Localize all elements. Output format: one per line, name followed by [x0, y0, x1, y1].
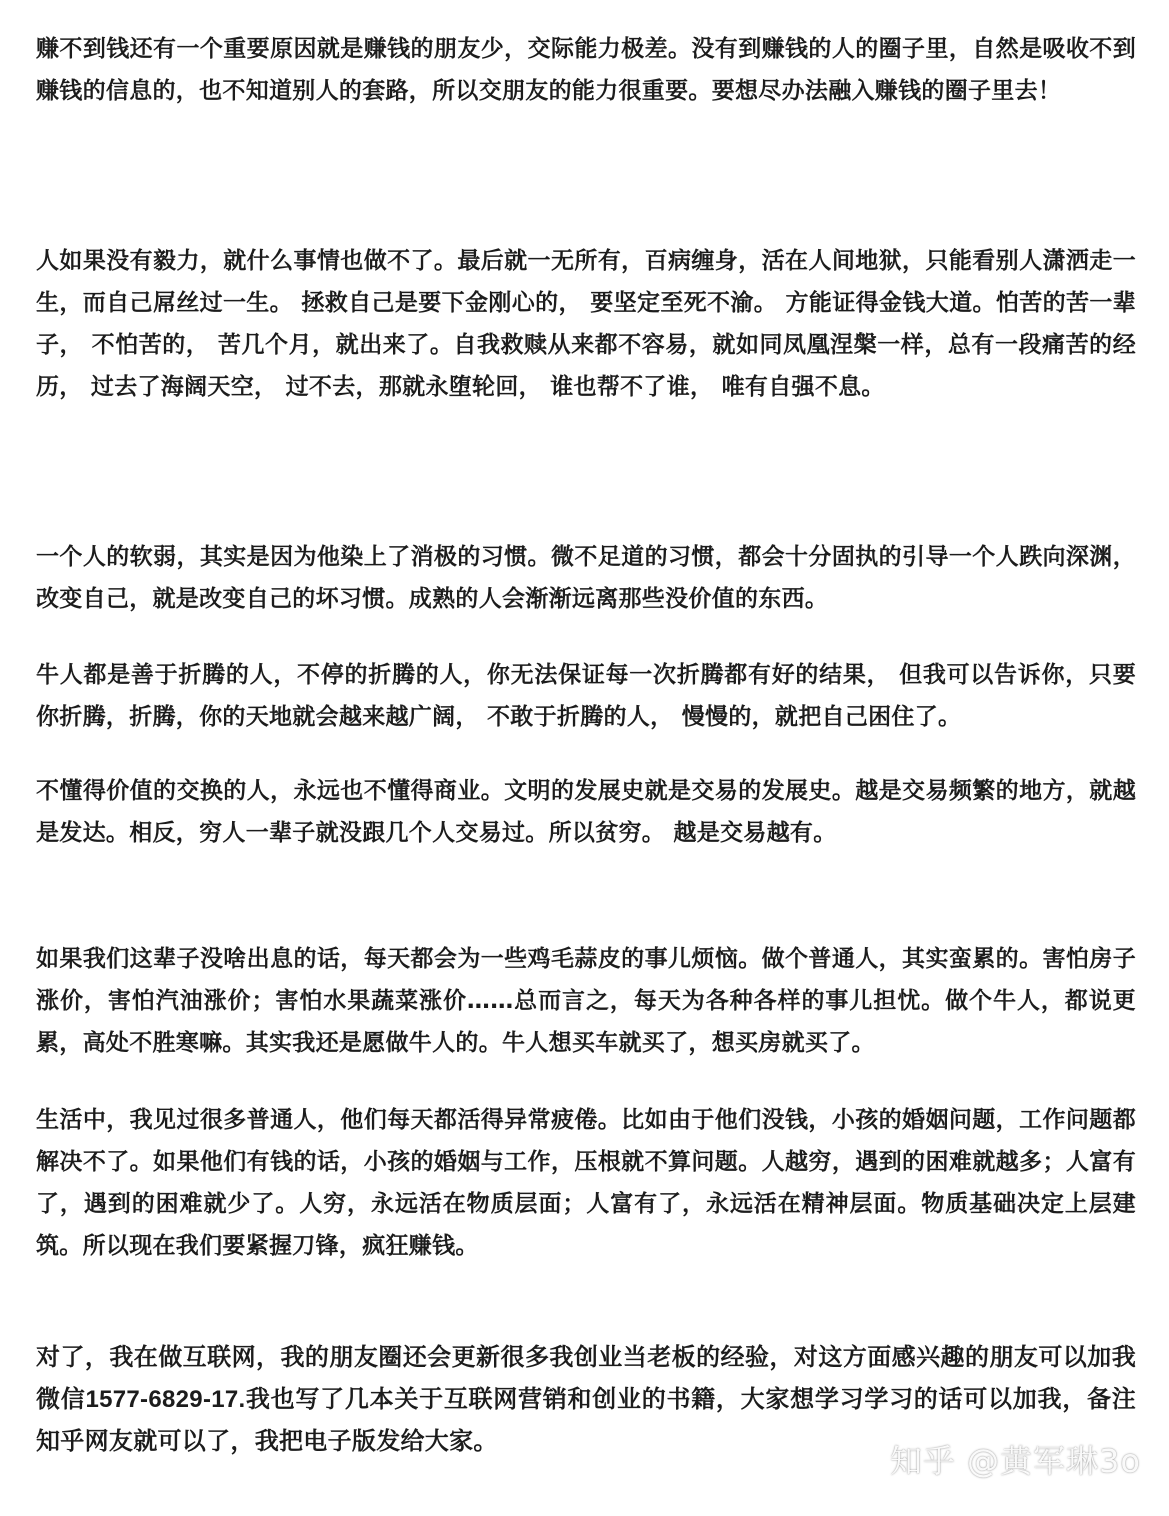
- paragraph-2: 人如果没有毅力，就什么事情也做不了。最后就一无所有，百病缠身，活在人间地狱，只能看别人潇洒走一生，而自己屌丝过一生。 拯救自己是要下金刚心的， 要坚定至死不渝。 方能证得金钱大道。怕苦的苦一辈子， 不怕苦的， 苦几个月，就出来了。自我救赎从来都不容易，就如同凤凰涅槃一样，总有一段痛苦的经历， 过去了海阔天空， 过不去，那就永堕轮回， 谁也帮不了谁， 唯有自强不息。: [36, 248, 1136, 400]
- paragraph-5: 不懂得价值的交换的人，永远也不懂得商业。文明的发展史就是交易的发展史。越是交易频繁的地方，就越是发达。相反，穷人一辈子就没跟几个人交易过。所以贫穷。 越是交易越有。: [36, 778, 1136, 846]
- paragraph-1: 赚不到钱还有一个重要原因就是赚钱的朋友少，交际能力极差。没有到赚钱的人的圈子里，自然是吸收不到赚钱的信息的，也不知道别人的套路，所以交朋友的能力很重要。要想尽办法融入赚钱的圈子里去！: [36, 36, 1136, 104]
- paragraph-6: 如果我们这辈子没啥出息的话，每天都会为一些鸡毛蒜皮的事儿烦恼。做个普通人，其实蛮累的。害怕房子涨价，害怕汽油涨价；害怕水果蔬菜涨价……总而言之，每天为各种各样的事儿担忧。做个牛人，都说更累，高处不胜寒嘛。其实我还是愿做牛人的。牛人想买车就买了，想买房就买了。: [36, 946, 1136, 1056]
- zhihu-watermark: 知乎 @黄军琳3o: [889, 1442, 1141, 1480]
- paragraph-3: 一个人的软弱，其实是因为他染上了消极的习惯。微不足道的习惯，都会十分固执的引导一个人跌向深渊， 改变自己，就是改变自己的坏习惯。成熟的人会渐渐远离那些没价值的东西。: [36, 544, 1136, 612]
- paragraph-8-contact: 对了，我在做互联网，我的朋友圈还会更新很多我创业当老板的经验，对这方面感兴趣的朋友可以加我微信1577-6829-17.我也写了几本关于互联网营销和创业的书籍，大家想学习学习的话可以加我，备注知乎网友就可以了，我把电子版发给大家。: [36, 1344, 1136, 1455]
- paragraph-4: 牛人都是善于折腾的人，不停的折腾的人，你无法保证每一次折腾都有好的结果， 但我可以告诉你，只要你折腾，折腾，你的天地就会越来越广阔， 不敢于折腾的人， 慢慢的，就把自己困住了。: [36, 662, 1136, 730]
- paragraph-7: 生活中，我见过很多普通人，他们每天都活得异常疲倦。比如由于他们没钱，小孩的婚姻问题，工作问题都解决不了。如果他们有钱的话，小孩的婚姻与工作，压根就不算问题。人越穷，遇到的困难就越多；人富有了，遇到的困难就少了。人穷，永远活在物质层面；人富有了，永远活在精神层面。物质基础决定上层建筑。所以现在我们要紧握刀锋，疯狂赚钱。: [36, 1107, 1136, 1259]
